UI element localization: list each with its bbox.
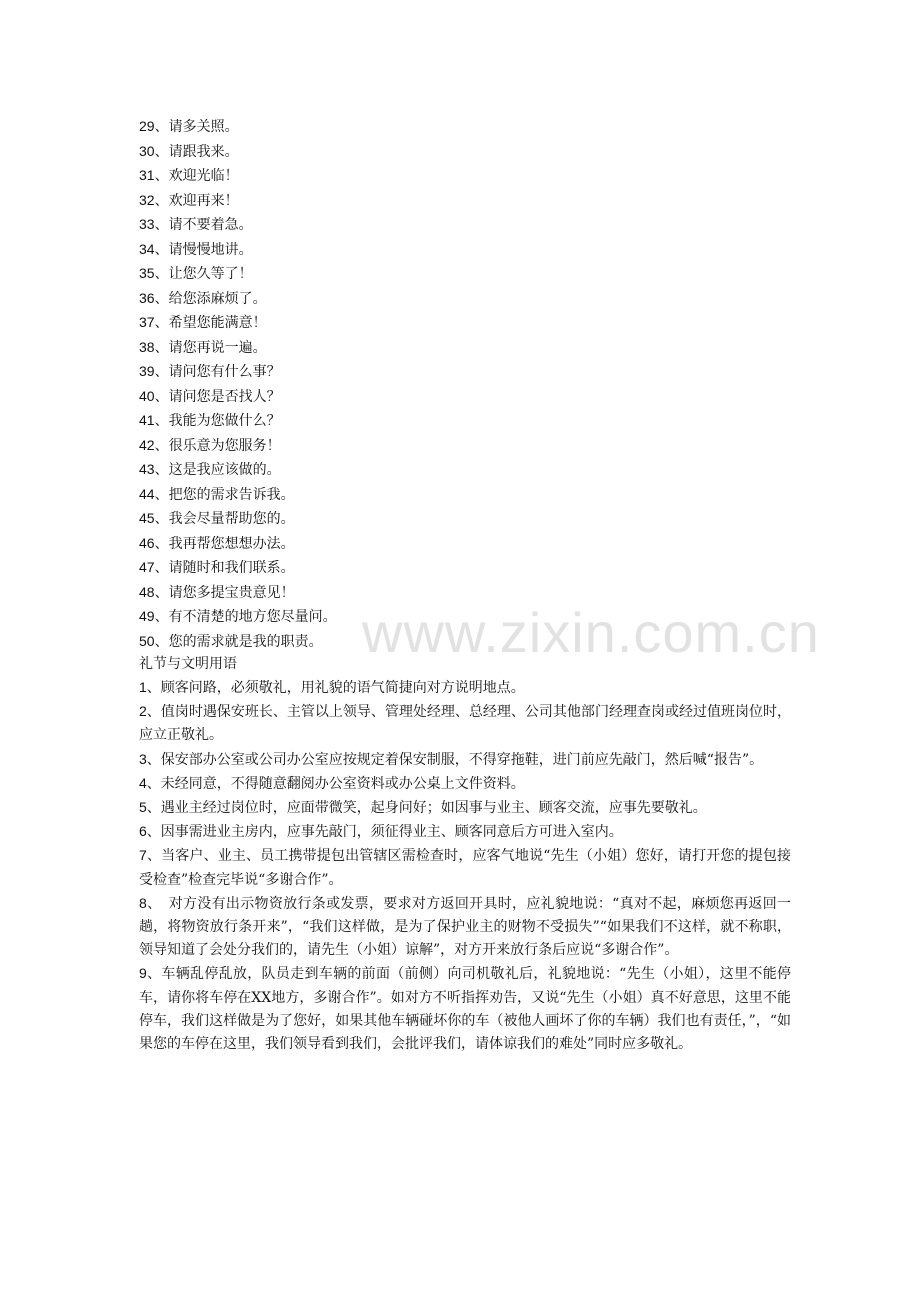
rule-number: 5 <box>139 799 147 816</box>
phrase-number: 50 <box>139 632 155 649</box>
phrase-text: 、希望您能满意！ <box>154 315 267 331</box>
phrase-number: 34 <box>139 240 155 257</box>
phrase-item <box>139 212 791 237</box>
phrase-item <box>139 286 791 311</box>
phrase-text: 、您的需求就是我的职责。 <box>154 633 323 650</box>
phrase-number: 36 <box>139 289 155 306</box>
phrase-item <box>139 580 791 605</box>
phrase-item <box>139 629 791 654</box>
phrase-item <box>139 139 791 164</box>
phrase-item <box>139 188 791 213</box>
phrase-item <box>139 114 791 139</box>
phrase-item <box>139 310 791 335</box>
phrase-item <box>139 555 791 580</box>
phrase-text: 、欢迎再来！ <box>154 192 239 209</box>
rule-item <box>139 962 791 1056</box>
phrase-text: 、请慢慢地讲。 <box>154 241 253 258</box>
rule-number: 9 <box>139 965 147 982</box>
rule-number: 3 <box>139 750 147 767</box>
rule-item <box>139 892 791 963</box>
rule-number: 1 <box>139 679 147 695</box>
phrase-number: 47 <box>139 559 155 575</box>
phrase-number: 37 <box>139 314 155 330</box>
phrase-text: 、请问您是否找人？ <box>154 388 281 405</box>
phrase-item <box>139 359 791 384</box>
phrase-number: 31 <box>139 167 155 183</box>
phrase-item <box>139 482 791 507</box>
phrase-item <box>139 531 791 556</box>
rule-item <box>139 772 791 796</box>
phrase-item <box>139 335 791 360</box>
rule-list <box>139 676 791 1056</box>
phrase-text: 、我再帮您想想办法。 <box>154 535 295 552</box>
rule-item <box>139 676 791 700</box>
phrase-number: 32 <box>139 191 155 208</box>
phrase-text: 、把您的需求告诉我。 <box>154 486 295 503</box>
document-body <box>139 114 791 1056</box>
phrase-text: 、欢迎光临！ <box>154 168 239 184</box>
phrase-item <box>139 506 791 531</box>
watermark: www.zixin.com.cn <box>362 601 820 664</box>
phrase-item <box>139 237 791 262</box>
rule-text: 、车辆乱停乱放，队员走到车辆的前面（前侧）向司机敬礼后，礼貌地说：“先生（小姐），这里不能停车，请你将车停在XX地方，多谢合作”。如对方不听指挥劝告，又说“先生（小姐）真不好意思，这里不能停车，我们这样做是为了您好，如果其他车辆碰坏你的车（被他人画坏了你的车辆）我们也有责任，”，“如果您的车停在这里，我们领导看到我们，会批评我们，请体谅我们的难处”同时应多敬礼。 <box>139 966 791 1053</box>
phrase-text: 、请多关照。 <box>154 119 239 135</box>
rule-item <box>139 820 791 844</box>
rule-item <box>139 844 791 891</box>
phrase-number: 48 <box>139 583 155 600</box>
phrase-text: 、请问您有什么事？ <box>154 364 281 380</box>
rule-text: 、 对方没有出示物资放行条或发票，要求对方返回开具时，应礼貌地说：“真对不起，麻烦您再返回一趟，将物资放行条开来”，“我们这样做，是为了保护业主的财物不受损失”“如果我们不这样，就不称职，领导知道了会处分我们的，请先生（小姐）谅解”，对方开来放行条后应说“多谢合作”。 <box>139 895 791 959</box>
phrase-text: 、请您再说一遍。 <box>154 339 267 356</box>
rule-item <box>139 796 791 820</box>
rule-text: 、值岗时遇保安班长、主管以上领导、管理处经理、总经理、公司其他部门经理查岗或经过值班岗位时，应立正敬礼。 <box>139 704 791 744</box>
rule-number: 7 <box>139 847 147 864</box>
rule-item <box>139 748 791 772</box>
rule-text: 、顾客问路，必须敬礼，用礼貌的语气简捷向对方说明地点。 <box>146 680 525 696</box>
rule-item <box>139 700 791 747</box>
rule-text: 、遇业主经过岗位时，应面带微笑，起身问好；如因事与业主、顾客交流，应事先要敬礼。 <box>146 800 707 817</box>
phrase-number: 30 <box>139 142 155 159</box>
rule-text: 、因事需进业主房内，应事先敲门，须征得业主、顾客同意后方可进入室内。 <box>146 824 623 841</box>
phrase-number: 49 <box>139 608 155 624</box>
phrase-text: 、很乐意为您服务！ <box>154 437 281 454</box>
phrase-item <box>139 408 791 433</box>
phrase-number: 33 <box>139 216 155 232</box>
phrase-number: 39 <box>139 363 155 379</box>
rule-number: 6 <box>139 823 147 840</box>
rule-number: 4 <box>139 774 147 791</box>
phrase-text: 、请不要着急。 <box>154 217 253 233</box>
phrase-item <box>139 163 791 188</box>
phrase-number: 35 <box>139 265 155 281</box>
phrase-number: 45 <box>139 510 155 526</box>
phrase-number: 41 <box>139 412 155 428</box>
rule-number: 2 <box>139 703 147 720</box>
section-title: 礼节与文明用语 <box>139 656 237 672</box>
phrase-text: 、请您多提宝贵意见！ <box>154 584 295 601</box>
phrase-number: 46 <box>139 534 155 551</box>
phrase-text: 、让您久等了！ <box>154 266 253 282</box>
phrase-number: 44 <box>139 485 155 502</box>
phrase-item <box>139 604 791 629</box>
phrase-text: 、我会尽量帮助您的。 <box>154 511 295 527</box>
phrase-number: 42 <box>139 436 155 453</box>
phrase-text: 、有不清楚的地方您尽量问。 <box>154 609 337 625</box>
phrase-text: 、我能为您做什么？ <box>154 413 281 429</box>
phrase-number: 43 <box>139 461 155 477</box>
phrase-item <box>139 457 791 482</box>
rule-text: 、未经同意，不得随意翻阅办公室资料或办公桌上文件资料。 <box>146 775 525 792</box>
phrase-text: 、请跟我来。 <box>154 143 239 160</box>
phrase-number: 38 <box>139 338 155 355</box>
phrase-list <box>139 114 791 653</box>
phrase-item <box>139 384 791 409</box>
phrase-text: 、给您添麻烦了。 <box>154 290 267 307</box>
phrase-number: 29 <box>139 118 155 134</box>
phrase-number: 40 <box>139 387 155 404</box>
rule-text: 、保安部办公室或公司办公室应按规定着保安制服，不得穿拖鞋，进门前应先敲门，然后喊“报告”。 <box>146 751 764 768</box>
phrase-text: 、请随时和我们联系。 <box>154 560 295 576</box>
rule-number: 8 <box>139 894 147 911</box>
phrase-item <box>139 261 791 286</box>
phrase-item <box>139 433 791 458</box>
phrase-text: 、这是我应该做的。 <box>154 462 281 478</box>
rule-text: 、当客户、业主、员工携带提包出管辖区需检查时，应客气地说“先生（小姐）您好，请打开您的提包接受检查”检查完毕说“多谢合作”。 <box>139 848 791 888</box>
